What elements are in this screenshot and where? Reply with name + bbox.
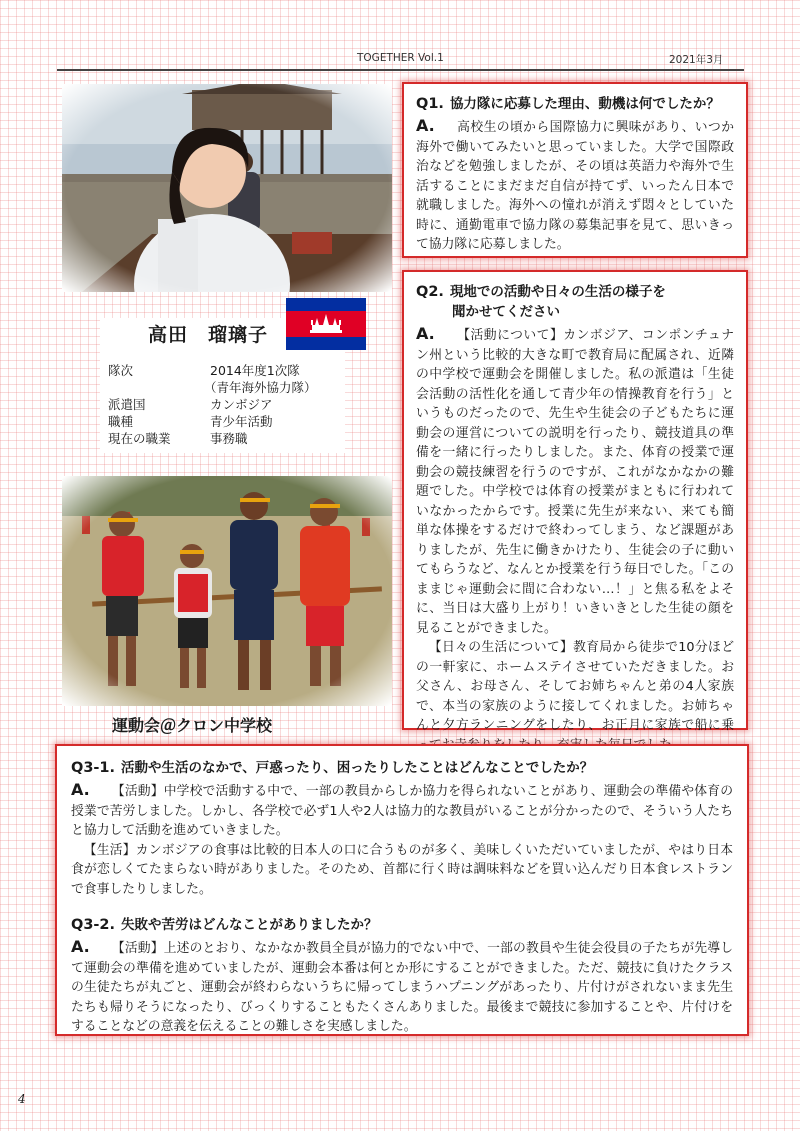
q3-2-heading (71, 913, 733, 933)
q2-box (402, 270, 748, 733)
profile-label: 現在の職業 (108, 431, 171, 446)
q1-heading (416, 92, 734, 112)
q2-number: Q2. (416, 284, 444, 300)
q2-para2: 【日々の生活について】教育局から徒歩で10分ほどの一軒家に、ホームステイさせていただきました。お父さん、お母さん、そしてお姉ちゃんと弟の4人家族で、本当の家族のように接してくれました。お姉ちゃんと夕方ランニングをしたり、お正月に家族で船に乗 (416, 640, 734, 733)
header-date: 2021年3月 (669, 54, 724, 66)
volunteer-photo (62, 84, 392, 292)
q2-para1 (416, 324, 734, 638)
q3-1-title: 活動や生活のなかで、戸惑ったり、困ったりしたことはどんなことでしたか？ (121, 760, 594, 776)
q1-answer (416, 116, 734, 255)
q3-2-answer-label: A. (71, 937, 90, 956)
header-title: TOGETHER Vol.1 (357, 52, 444, 64)
q3-1-para1 (71, 780, 733, 841)
profile-label: 隊次 (108, 363, 134, 378)
profile-value: 2014年度1次隊 (210, 363, 300, 378)
q2-title-line1: 現地での活動や日々の生活の様子を (449, 284, 666, 300)
q1-answer-text: 高校生の頃から国際協力に興味があり、いつか海外で働いてみたいと思っていました。大学で国際政治などを勉強しましたが、その頃は英語力や海外で生活することにまだまだ自信が持てず、いったん日本で就職しました。海外への憧れが消えず悶々としていた時に、通勤電車で協力隊の募集記事を見て、思いきって協力隊に応募しました。 (416, 120, 734, 252)
profile-value: カンボジア (210, 397, 273, 412)
header-divider (57, 69, 744, 71)
profile-label: 職種 (108, 414, 134, 429)
q3-1-number: Q3-1. (71, 760, 116, 776)
q3-2-number: Q3-2. (71, 917, 116, 933)
q3-1-para2: 【生活】カンボジアの食事は比較的日本人の口に合うものが多く、美味しくいただいていましたが、やはり日本食が恋しくてたまらない時がありました。そのため、首都に行く時は調味料などを買い込んだり日本食レストランで食事したりしました。 (71, 842, 733, 897)
photo-caption: 運動会＠クロン中学校 (112, 716, 273, 735)
q1-answer-label: A. (416, 116, 435, 135)
q3-2-answer (71, 937, 733, 1037)
q2-title-line2: 聞かせてください (452, 304, 560, 320)
volunteer-name: 高田 瑠璃子 (148, 324, 269, 346)
profile-value: 事務職 (210, 431, 248, 446)
profile-label: 派遣国 (108, 397, 146, 412)
q2-answer-label: A. (416, 324, 435, 343)
q3-box (55, 744, 749, 1036)
q3-2-answer-text: 【活動】上述のとおり、なかなか教員全員が協力的でない中で、一部の教員や生徒会役員の子たちが先導して運動会の準備を進めていましたが、運動会本番は何とか形にすることができました。ただ、競技に負けたクラスの生徒たちが丸ごと、運動会が終わらないうちに帰ってしまうハプニングがあったり、片付けがされないまま先生たちも帰りそうになったり、びっくりすることもたくさんありました。最後まで競技に参加することや、片付けをすることなどの意義を伝えることの難しさを実感しました。 (71, 941, 733, 1034)
q1-number: Q1. (416, 96, 444, 112)
sports-day-photo (62, 476, 392, 706)
page-number: 4 (18, 1092, 26, 1106)
q3-1-para1-text: 【活動】中学校で活動する中で、一部の教員からしか協力を得られないことがあり、運動会の準備や体育の授業で苦労しました。しかし、各学校で必ず1人や2人は協力的な教員がいることが分かったので、そういう人たちと協力して活動を進めていきました。 (71, 784, 733, 838)
q3-1-answer-label: A. (71, 780, 90, 799)
cambodia-flag-icon (286, 298, 366, 350)
q2-para1-text: 【活動について】カンボジア、コンポンチュナン州という比較的大きな町で教育局に配属され、近隣の中学校で運動会を開催しました。私の派遣は「生徒会活動の活性化を通して青少年の情操教育を行う」というものだったので、先生や生徒会の子どもたちに運動会の運営についての説明を行ったり、競技道具の準備を一緒に行ったりしました。また、体育の授業で運動会の競技練習を行うのですが、これがなかなかの難題でした。中学校では体育の授業がまともに行われていなかったからです。授業に先生が来ない、来ても簡単な体操をするだけで終わってしまう、など課題がありましたが、先生に働きかけたり、生徒会の子に動いてもらうなど、なんとか授業を行う毎日でした。「このままじゃ運動会に間に合わない…！」と焦る私をよそに、当日は大盛り上がり！いきいきとした生徒の顔を見ることができました。 (416, 328, 735, 636)
q1-box (402, 82, 748, 258)
profile-value: （青年海外協力隊） (204, 380, 317, 395)
q3-1-heading (71, 756, 733, 776)
q1-title: 協力隊に応募した理由、動機は何でしたか？ (449, 96, 720, 112)
q2-heading (416, 280, 734, 300)
profile-value: 青少年活動 (210, 414, 273, 429)
q3-2-title: 失敗や苦労はどんなことがありましたか？ (121, 917, 378, 933)
